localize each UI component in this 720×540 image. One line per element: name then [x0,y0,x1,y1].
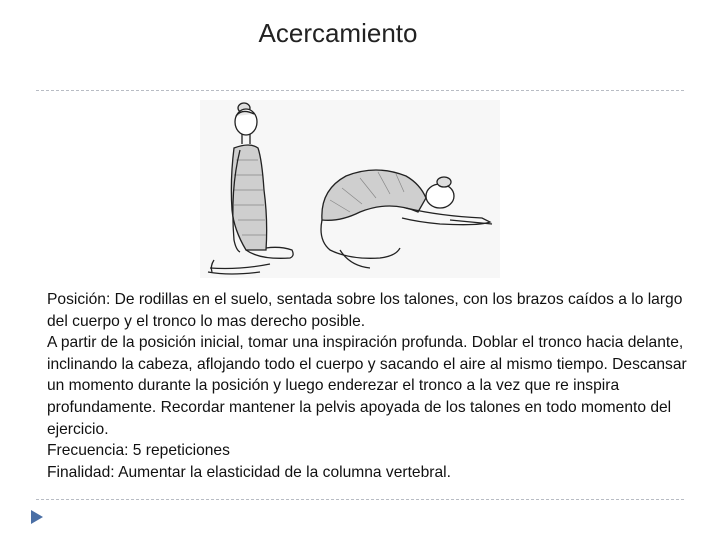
bottom-divider [36,499,684,500]
instructions-paragraph: A partir de la posición inicial, tomar una inspiración profunda. Doblar el tronco hacia delante, inclinando la cabeza, aflojando todo el cuerpo y sacando el aire al mismo tiempo. Descansar un momento durante la posición y luego enderezar el tronco a la vez que re inspira profundamente. Recordar mantener la pelvis apoyada de los talones en todo momento del ejercicio. [47,334,687,438]
triangle-right-icon[interactable] [30,509,44,525]
position-paragraph: Posición: De rodillas en el suelo, sentada sobre los talones, con los brazos caídos a lo largo del cuerpo y el tronco lo mas derecho posible. [47,291,683,330]
slide-title: Acercamiento [258,18,418,48]
exercise-illustration [200,100,500,278]
exercise-description [47,289,687,483]
frequency-line: Frecuencia: 5 repeticiones [47,442,230,460]
purpose-line: Finalidad: Aumentar la elasticidad de la columna vertebral. [47,463,451,481]
top-divider [36,90,684,91]
